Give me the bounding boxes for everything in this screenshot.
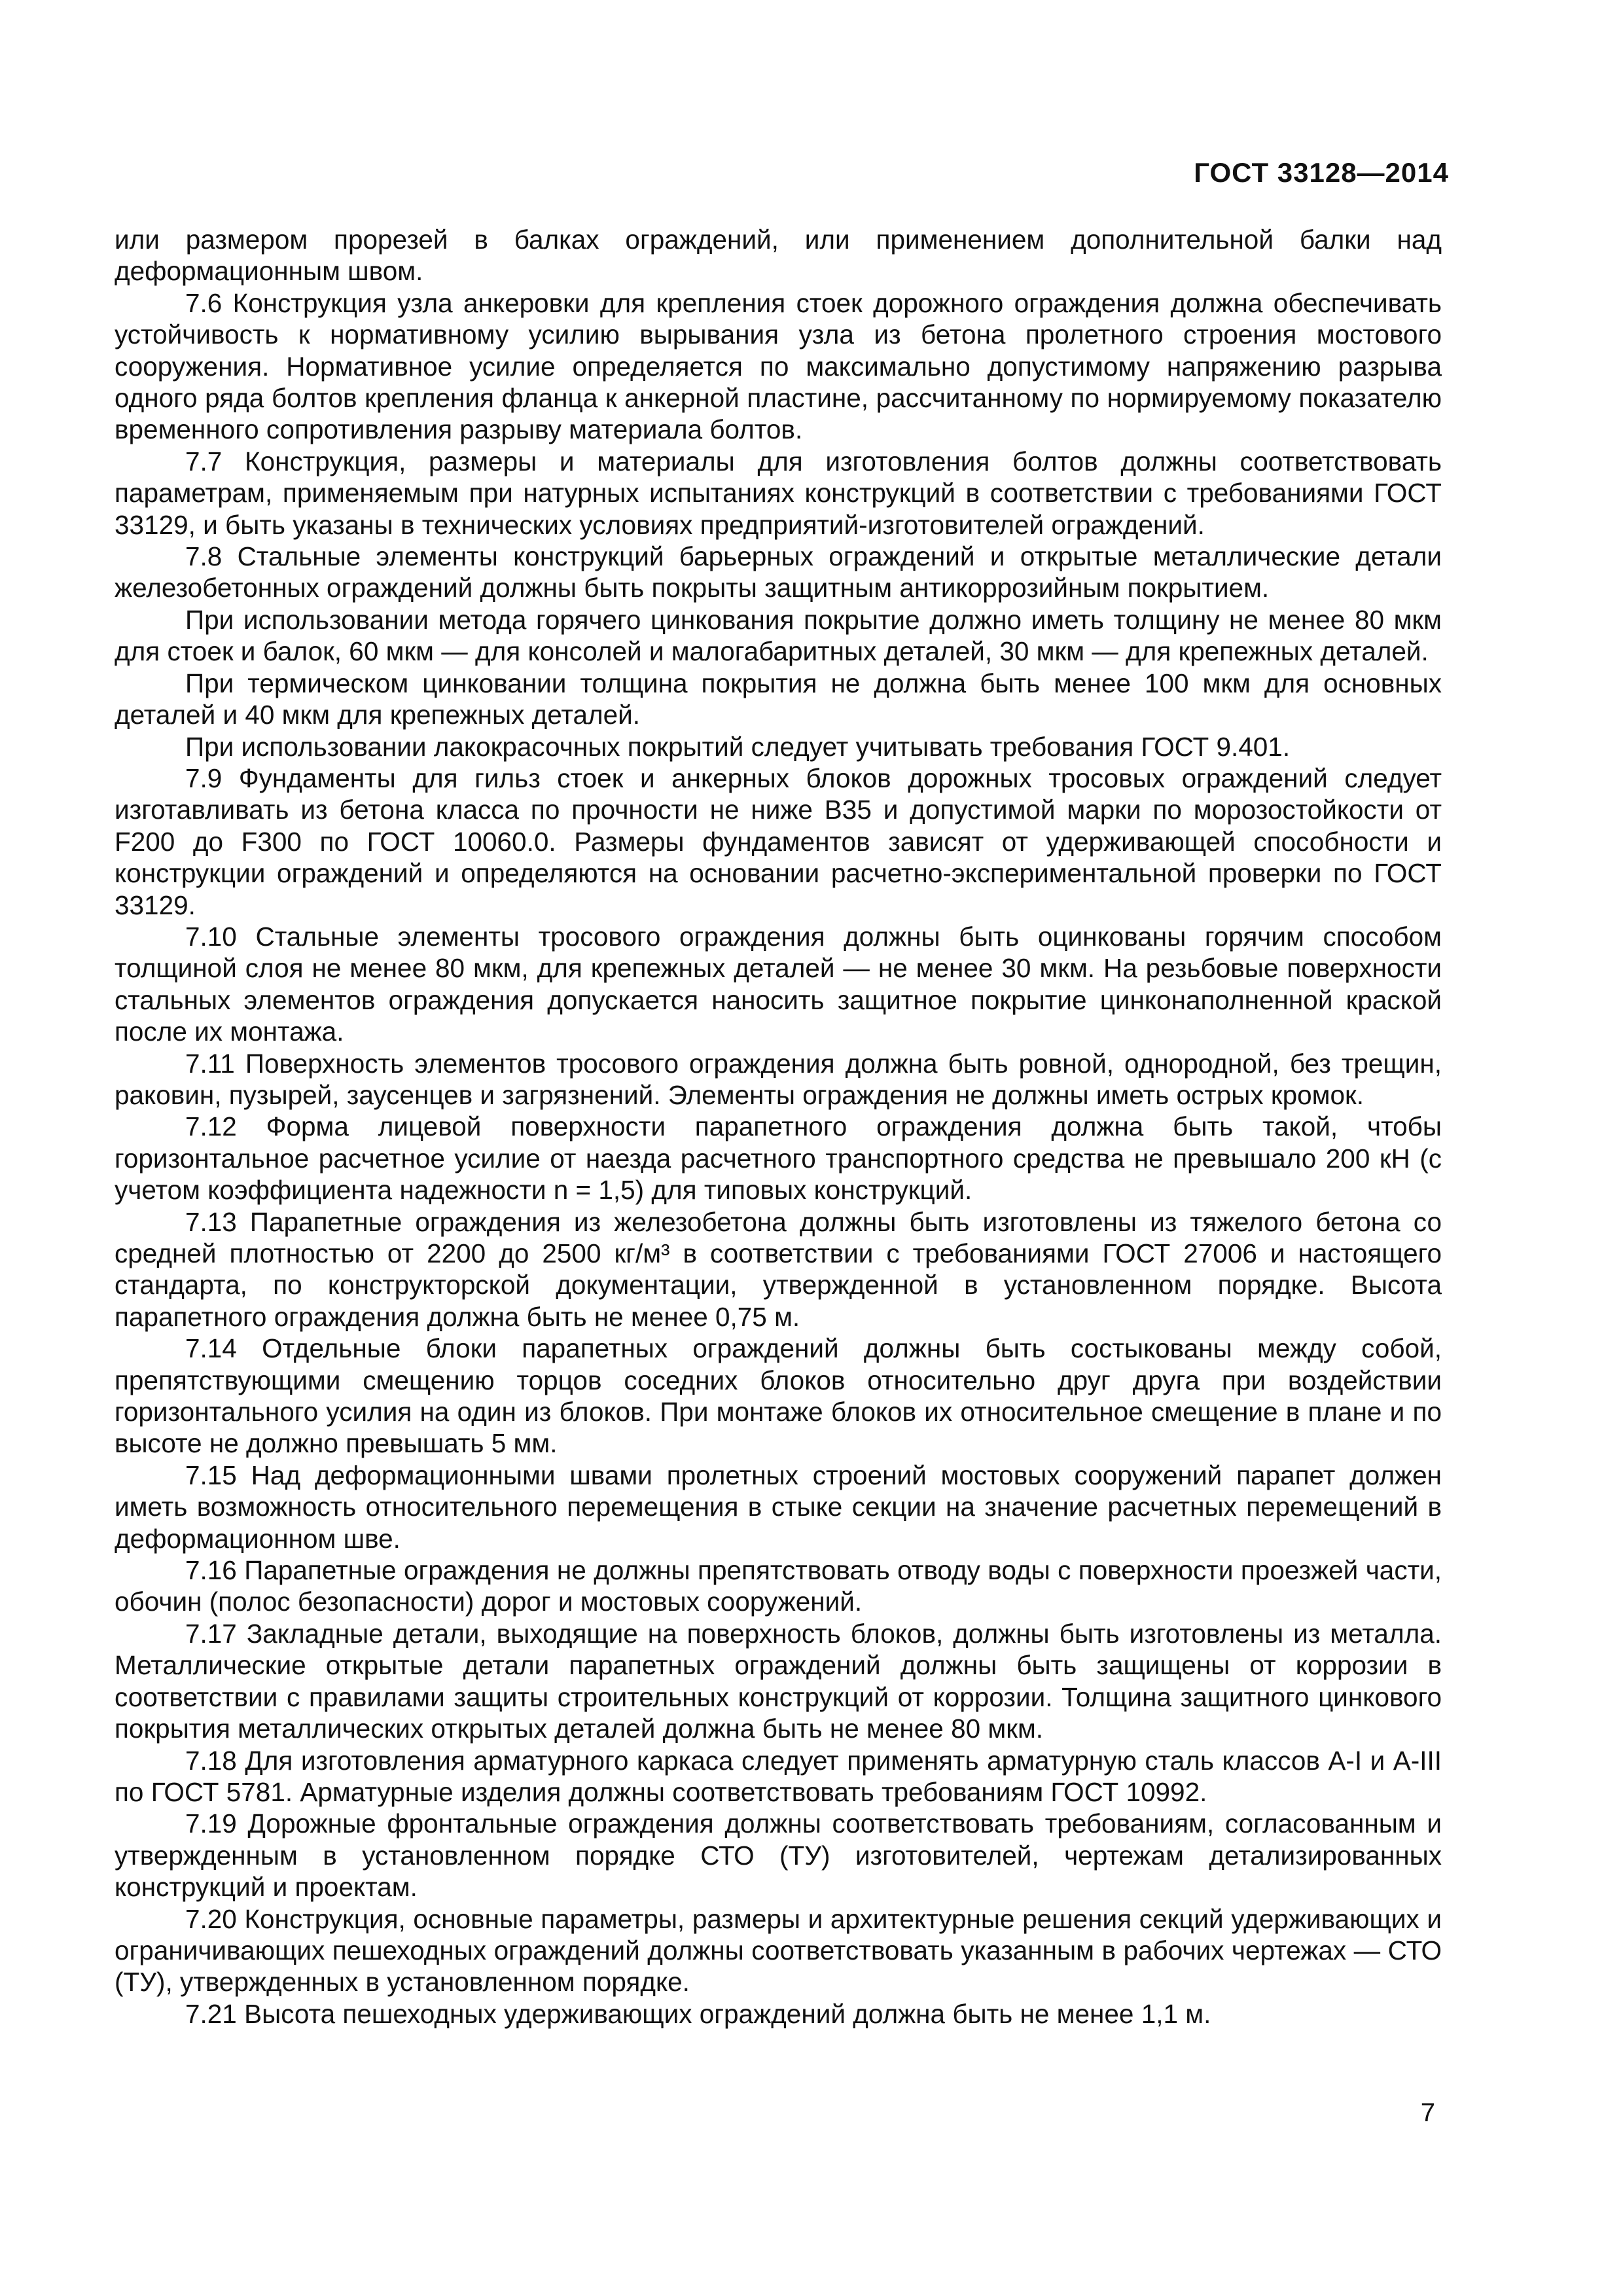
paragraph-7-8-paint-coatings: При использовании лакокрасочных покрытий следует учитывать требования ГОСТ 9.401. (185, 731, 1291, 762)
paragraph-continuation: или размером прорезей в балках ограждений, или применением дополнительной балки над деформационным швом. (115, 224, 1442, 287)
document-standard-code: ГОСТ 33128—2014 (1194, 157, 1449, 188)
paragraph-7-9: 7.9 Фундаменты для гильз стоек и анкерных блоков дорожных тросовых ограждений следует изготавливать из бетона класса по прочности не ниже В35 и допустимой марки по морозостойкости от F200 до F300 по ГОСТ 10060.0. Размеры фундаментов зависят от удерживающей способности и конструкции ограждений и определяются на основании расчетно-экспериментальной проверки по ГОСТ 33129. (115, 762, 1442, 920)
paragraph-7-6: 7.6 Конструкция узла анкеровки для крепления стоек дорожного ограждения должна обеспечивать устойчивость к нормативному усилию вырывания узла из бетона пролетного строения мостового сооружения. Нормативное усилие определяется по максимально допустимому напряжению разрыва одного ряда болтов крепления фланца к анкерной пластине, рассчитанному по нормируемому показателю временного сопротивления разрыву материала болтов. (115, 287, 1442, 445)
paragraph-7-18: 7.18 Для изготовления арматурного каркаса следует применять арматурную сталь классов А-I и А-III по ГОСТ 5781. Арматурные изделия должны соответствовать требованиям ГОСТ 10992. (115, 1745, 1442, 1807)
paragraph-7-10: 7.10 Стальные элементы тросового ограждения должны быть оцинкованы горячим способом толщиной слоя не менее 80 мкм, для крепежных деталей — не менее 30 мкм. На резьбовые поверхности стальных элементов ограждения допускается наносить защитное покрытие цинконаполненной краской после их монтажа. (115, 921, 1442, 1047)
paragraph-7-13: 7.13 Парапетные ограждения из железобетона должны быть изготовлены из тяжелого бетона со средней плотностью от 2200 до 2500 кг/м³ в соответствии с требованиями ГОСТ 27006 и настоящего стандарта, по конструкторской документации, утвержденной в установленном порядке. Высота парапетного ограждения должна быть не менее 0,75 м. (115, 1206, 1442, 1332)
paragraph-7-14: 7.14 Отдельные блоки парапетных ограждений должны быть состыкованы между собой, препятствующими смещению торцов соседних блоков относительно друг друга при воздействии горизонтального усилия на один из блоков. При монтаже блоков их относительное смещение в плане и по высоте не должно превышать 5 мм. (115, 1333, 1442, 1459)
document-body (115, 224, 1442, 2030)
paragraph-7-19: 7.19 Дорожные фронтальные ограждения должны соответствовать требованиям, согласованным и утвержденным в установленном порядке СТО (ТУ) изготовителей, чертежам детализированных конструкций и проектам. (115, 1808, 1442, 1903)
page-number: 7 (1420, 2098, 1435, 2127)
paragraph-7-20: 7.20 Конструкция, основные параметры, размеры и архитектурные решения секций удерживающих и ограничивающих пешеходных ограждений должны соответствовать указанным в рабочих чертежах — СТО (ТУ), утвержденных в установленном порядке. (115, 1903, 1442, 1998)
paragraph-7-11: 7.11 Поверхность элементов тросового ограждения должна быть ровной, однородной, без трещин, раковин, пузырей, заусенцев и загрязнений. Элементы ограждения не должны иметь острых кромок. (115, 1048, 1442, 1110)
paragraph-7-7: 7.7 Конструкция, размеры и материалы для изготовления болтов должны соответствовать параметрам, применяемым при натурных испытаниях конструкций в соответствии с требованиями ГОСТ 33129, и быть указаны в технических условиях предприятий-изготовителей ограждений. (115, 446, 1442, 540)
paragraph-7-15: 7.15 Над деформационными швами пролетных строений мостовых сооружений парапет должен иметь возможность относительного перемещения в стыке секции на значение расчетных перемещений в деформационном шве. (115, 1460, 1442, 1554)
paragraph-7-8-thermal-galvanizing: При термическом цинковании толщина покрытия не должна быть менее 100 мкм для основных деталей и 40 мкм для крепежных деталей. (115, 668, 1442, 730)
paragraph-7-16: 7.16 Парапетные ограждения не должны препятствовать отводу воды с поверхности проезжей части, обочин (полос безопасности) дорог и мостовых сооружений. (115, 1555, 1442, 1617)
paragraph-7-17: 7.17 Закладные детали, выходящие на поверхность блоков, должны быть изготовлены из металла. Металлические открытые детали парапетных ограждений должны быть защищены от коррозии в соответствии с правилами защиты строительных конструкций от коррозии. Толщина защитного цинкового покрытия металлических открытых деталей должна быть не менее 80 мкм. (115, 1618, 1442, 1744)
paragraph-7-12: 7.12 Форма лицевой поверхности парапетного ограждения должна быть такой, чтобы горизонтальное расчетное усилие от наезда расчетного транспортного средства не превышало 200 кН (с учетом коэффициента надежности n = 1,5) для типовых конструкций. (115, 1111, 1442, 1206)
paragraph-7-8-hot-galvanizing: При использовании метода горячего цинкования покрытие должно иметь толщину не менее 80 мкм для стоек и балок, 60 мкм — для консолей и малогабаритных деталей, 30 мкм — для крепежных деталей. (115, 604, 1442, 667)
paragraph-7-21: 7.21 Высота пешеходных удерживающих ограждений должна быть не менее 1,1 м. (185, 1998, 1211, 2029)
paragraph-7-8: 7.8 Стальные элементы конструкций барьерных ограждений и открытые металлические детали железобетонных ограждений должны быть покрыты защитным антикоррозийным покрытием. (115, 541, 1442, 603)
